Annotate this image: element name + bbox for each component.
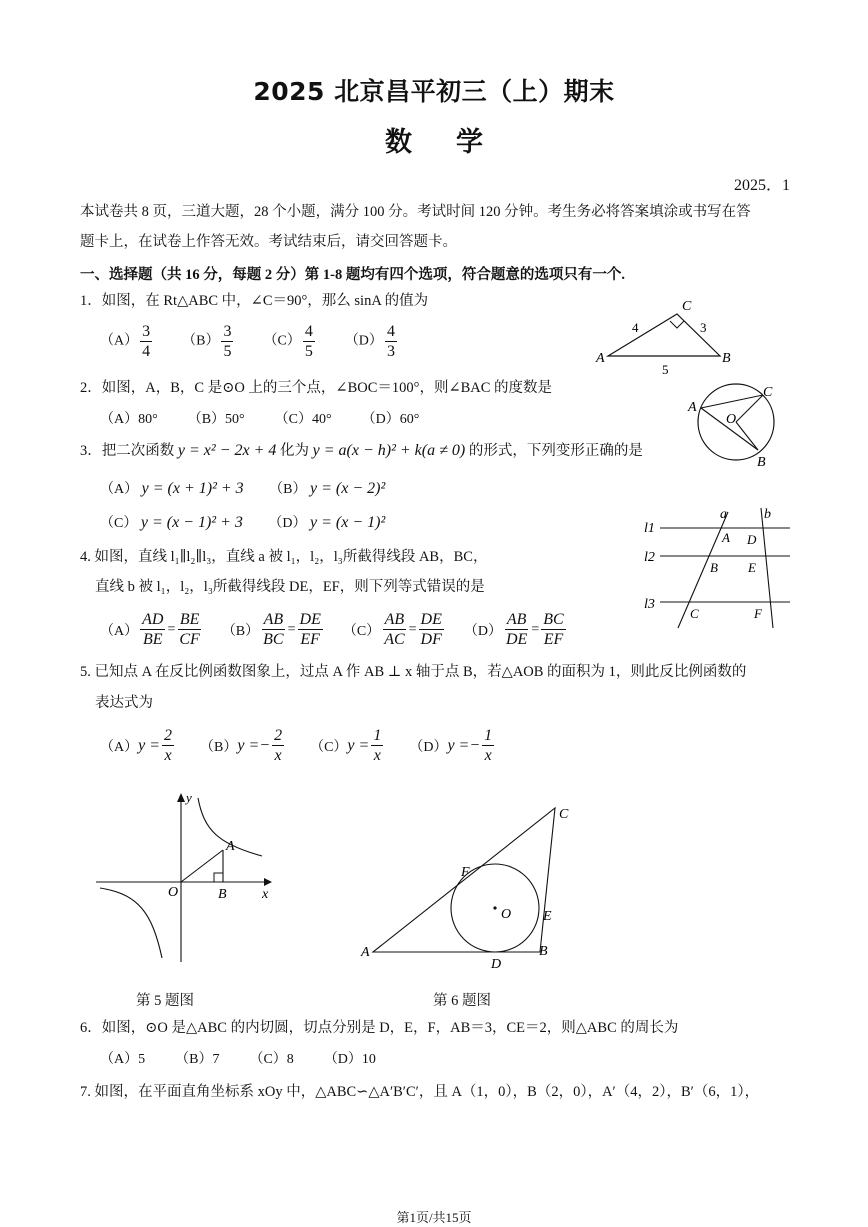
- q4-point-a: A: [722, 530, 730, 545]
- q4-parallel-lines-figure: [640, 504, 795, 634]
- option-c[interactable]: （C） y = $\frac{1}{x}$: [310, 727, 382, 764]
- option-c[interactable]: （C）40°: [274, 412, 332, 427]
- option-a[interactable]: （A）5: [100, 1052, 146, 1067]
- option-b[interactable]: （B）7: [175, 1052, 220, 1067]
- q2-label-o: O: [726, 412, 737, 427]
- q2-label-a: A: [688, 400, 697, 415]
- question-2-options: [100, 408, 419, 428]
- q5-hyperbola-figure: [90, 788, 290, 968]
- question-1-options: [100, 322, 399, 361]
- q2-circle-figure: [686, 378, 786, 470]
- question-3-option-row-1: [100, 478, 385, 498]
- q4-point-b: B: [710, 560, 718, 575]
- question-6-stem: 6．如图，⊙O 是△ABC 的内切圆，切点分别是 D，E，F，AB＝3，CE＝2，则△ABC 的周长为: [80, 1020, 679, 1036]
- q2-label-b: B: [757, 455, 766, 470]
- question-3-option-row-2: [100, 512, 385, 532]
- q4-label-l2: l2: [644, 550, 655, 565]
- question-4-options: [100, 610, 568, 649]
- option-c[interactable]: （C）8: [249, 1052, 294, 1067]
- q1-triangle-figure: [590, 292, 750, 378]
- q6-label-b: B: [539, 944, 548, 959]
- question-4-stem-1: 4. 如图，直线 l₁∥l₂∥l₃，直线 a 被 l₁，l₂，l₃所截得线段 AB，BC，: [80, 549, 488, 565]
- option-b[interactable]: （B）50°: [187, 412, 245, 427]
- q1-side-bc: 3: [700, 320, 707, 335]
- question-7-stem: 7. 如图，在平面直角坐标系 xOy 中，△ABC∽△A′B′C′，且 A（1，0），B（2，0），A′（4，2），B′（6，1），: [80, 1084, 760, 1100]
- q6-label-o: O: [501, 907, 512, 922]
- q5-label-o: O: [168, 885, 179, 900]
- subject-title: 数学: [385, 127, 527, 158]
- q6-incircle-figure: [355, 798, 585, 968]
- question-3-stem: 3．把二次函数 y = x² − 2x + 4 化为 y = a(x − h)² + k(a ≠ 0) 的形式，下列变形正确的是: [80, 442, 643, 459]
- option-a[interactable]: （A）80°: [100, 412, 158, 427]
- q6-label-e: E: [543, 909, 552, 924]
- intro-line-1: 本试卷共 8 页，三道大题，28 个小题，满分 100 分。考试时间 120 分钟。考生务必将答案填涂或书写在答: [80, 204, 751, 220]
- option-a[interactable]: （A） y = (x + 1)² + 3: [100, 480, 244, 497]
- q4-point-d: D: [747, 532, 757, 547]
- q4-label-a: a: [720, 507, 727, 522]
- option-d[interactable]: （D） $\frac{4}{3}$: [344, 323, 395, 360]
- q4-point-e: E: [748, 560, 756, 575]
- q6-label-a: A: [361, 945, 370, 960]
- option-b[interactable]: （B） y = (x − 2)²: [269, 480, 386, 497]
- q3-expression-2: y = a(x − h)² + k(a ≠ 0): [312, 442, 466, 459]
- option-c[interactable]: （C） $\frac{4}{5}$: [263, 323, 313, 360]
- question-5-options: [100, 726, 496, 765]
- question-2-stem: 2．如图，A，B，C 是⊙O 上的三个点，∠BOC＝100°，则∠BAC 的度数是: [80, 380, 553, 396]
- q1-side-ac: 4: [632, 320, 639, 335]
- intro-line-2: 题卡上，在试卷上作答无效。考试结束后，请交回答题卡。: [80, 234, 457, 250]
- option-a[interactable]: （A） y = $\frac{2}{x}$: [100, 727, 173, 764]
- question-1-stem: 1．如图，在 Rt△ABC 中，∠C＝90°，那么 sinA 的值为: [80, 293, 429, 309]
- option-b[interactable]: （B） $\frac{3}{5}$: [182, 323, 232, 360]
- q6-figure-caption: 第 6 题图: [433, 993, 491, 1009]
- q1-side-ab: 5: [662, 362, 669, 377]
- option-a[interactable]: （A） $\frac{AD}{BE}$ = $\frac{BE}{CF}$: [100, 611, 200, 648]
- q6-label-c: C: [559, 807, 569, 822]
- q3-expression-1: y = x² − 2x + 4: [177, 442, 277, 459]
- question-4-stem-2: 直线 b 被 l₁，l₂，l₃所截得线段 DE，EF，则下列等式错误的是: [95, 579, 485, 595]
- option-b[interactable]: （B） y = − $\frac{2}{x}$: [200, 727, 283, 764]
- option-b[interactable]: （B） $\frac{AB}{BC}$ = $\frac{DE}{EF}$: [221, 611, 321, 648]
- section-heading: 一、选择题（共 16 分，每题 2 分）第 1-8 题均有四个选项，符合题意的选项只有一个.: [80, 267, 625, 283]
- q1-label-a: A: [596, 351, 605, 366]
- page-title: 2025 北京昌平初三（上）期末: [253, 77, 615, 106]
- q4-label-l3: l3: [644, 597, 655, 612]
- q6-label-f: F: [461, 865, 470, 880]
- question-5-stem-2: 表达式为: [95, 695, 153, 711]
- option-d[interactable]: （D） y = (x − 1)²: [268, 514, 386, 531]
- q5-label-y: y: [186, 790, 192, 805]
- q5-figure-caption: 第 5 题图: [136, 993, 194, 1009]
- option-a[interactable]: （A） $\frac{3}{4}$: [100, 323, 151, 360]
- q4-label-l1: l1: [644, 521, 655, 536]
- option-d[interactable]: （D）10: [323, 1052, 376, 1067]
- option-d[interactable]: （D） $\frac{AB}{DE}$ = $\frac{BC}{EF}$: [463, 611, 564, 648]
- exam-date: 2025．1: [733, 177, 790, 194]
- q5-label-x: x: [262, 887, 269, 902]
- q6-label-d: D: [491, 957, 502, 968]
- page-number: 第1页/共15页: [396, 1210, 472, 1225]
- q2-label-c: C: [763, 385, 773, 400]
- question-6-options: [100, 1048, 376, 1068]
- option-d[interactable]: （D）60°: [361, 412, 420, 427]
- q1-label-c: C: [682, 299, 692, 314]
- q1-label-b: B: [722, 351, 731, 366]
- q4-point-c: C: [690, 606, 699, 621]
- q4-label-b: b: [764, 507, 771, 522]
- q5-label-a: A: [226, 839, 235, 854]
- option-c[interactable]: （C） y = (x − 1)² + 3: [100, 514, 243, 531]
- option-d[interactable]: （D） y = − $\frac{1}{x}$: [409, 727, 493, 764]
- q4-point-f: F: [754, 606, 762, 621]
- option-c[interactable]: （C） $\frac{AB}{AC}$ = $\frac{DE}{DF}$: [342, 611, 442, 648]
- question-5-stem-1: 5. 已知点 A 在反比例函数图象上，过点 A 作 AB ⊥ x 轴于点 B，若△AOB 的面积为 1，则此反比例函数的: [80, 664, 747, 680]
- q5-label-b: B: [218, 887, 227, 902]
